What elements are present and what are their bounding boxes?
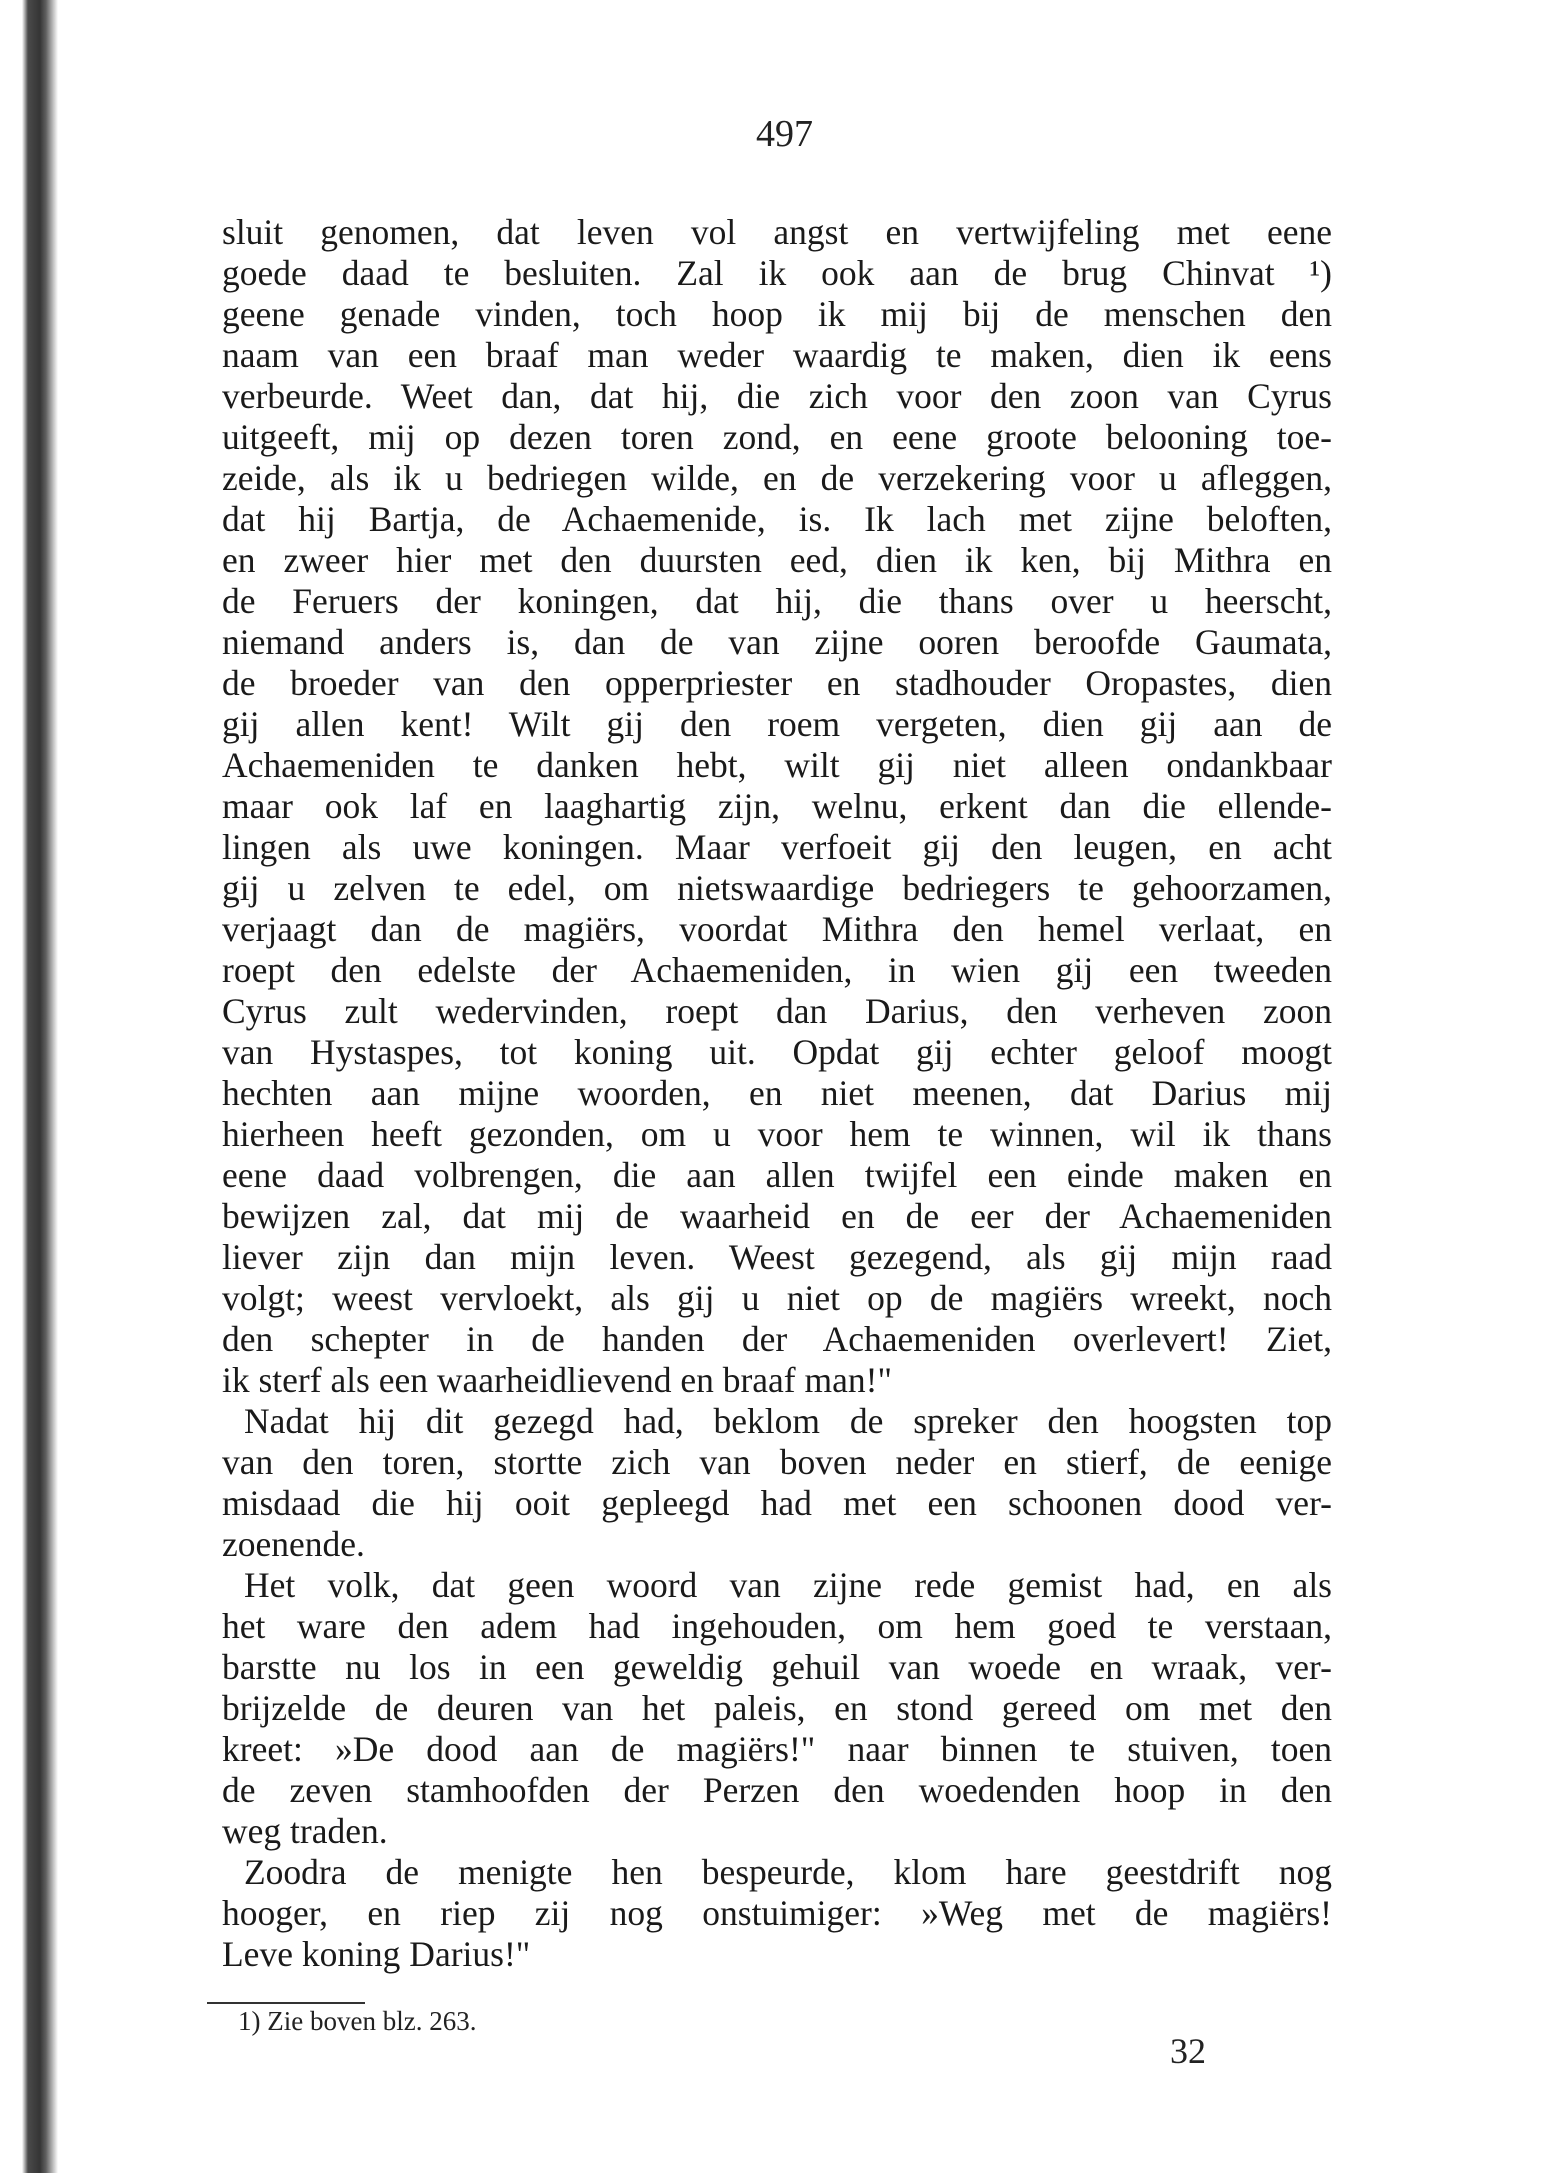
text-line: uitgeeft, mij op dezen toren zond, en eene groote belooning toe-: [222, 417, 1332, 457]
text-line: geene genade vinden, toch hoop ik mij bij de menschen den: [222, 294, 1332, 334]
body-text: [222, 212, 1332, 1975]
text-line: eene daad volbrengen, die aan allen twijfel een einde maken en: [222, 1155, 1332, 1195]
text-line: Nadat hij dit gezegd had, beklom de spreker den hoogsten top: [244, 1401, 1332, 1441]
text-line: bewijzen zal, dat mij de waarheid en de eer der Achaemeniden: [222, 1196, 1332, 1236]
text-line: dat hij Bartja, de Achaemenide, is. Ik lach met zijne beloften,: [222, 499, 1332, 539]
text-line: roept den edelste der Achaemeniden, in wien gij een tweeden: [222, 950, 1332, 990]
text-line: gij allen kent! Wilt gij den roem vergeten, dien gij aan de: [222, 704, 1332, 744]
text-line: de broeder van den opperpriester en stadhouder Oropastes, dien: [222, 663, 1332, 703]
page-number: 497: [756, 113, 813, 155]
text-line: het ware den adem had ingehouden, om hem goed te verstaan,: [222, 1606, 1332, 1646]
text-line: verbeurde. Weet dan, dat hij, die zich voor den zoon van Cyrus: [222, 376, 1332, 416]
text-line: volgt; weest vervloekt, als gij u niet op de magiërs wreekt, noch: [222, 1278, 1332, 1318]
text-line: maar ook laf en laaghartig zijn, welnu, erkent dan die ellende-: [222, 786, 1332, 826]
text-line: sluit genomen, dat leven vol angst en vertwijfeling met eene: [222, 212, 1332, 252]
text-line: zoenende.: [222, 1524, 365, 1564]
text-line: misdaad die hij ooit gepleegd had met een schoonen dood ver-: [222, 1483, 1332, 1523]
text-line: van den toren, stortte zich van boven neder en stierf, de eenige: [222, 1442, 1332, 1482]
text-line: lingen als uwe koningen. Maar verfoeit gij den leugen, en acht: [222, 827, 1332, 867]
text-line: hierheen heeft gezonden, om u voor hem te winnen, wil ik thans: [222, 1114, 1332, 1154]
text-line: barstte nu los in een geweldig gehuil van woede en wraak, ver-: [222, 1647, 1332, 1687]
text-line: Zoodra de menigte hen bespeurde, klom hare geestdrift nog: [244, 1852, 1332, 1892]
text-line: den schepter in de handen der Achaemeniden overlevert! Ziet,: [222, 1319, 1332, 1359]
footnote-divider: [207, 2002, 365, 2004]
text-line: weg traden.: [222, 1811, 388, 1851]
text-line: gij u zelven te edel, om nietswaardige bedriegers te gehoorzamen,: [222, 868, 1332, 908]
text-line: Leve koning Darius!": [222, 1934, 531, 1974]
text-line: verjaagt dan de magiërs, voordat Mithra den hemel verlaat, en: [222, 909, 1332, 949]
text-line: niemand anders is, dan de van zijne ooren beroofde Gaumata,: [222, 622, 1332, 662]
text-line: Het volk, dat geen woord van zijne rede gemist had, en als: [244, 1565, 1332, 1605]
book-binding-edge: [0, 0, 60, 2173]
text-line: Achaemeniden te danken hebt, wilt gij niet alleen ondankbaar: [222, 745, 1332, 785]
text-line: ik sterf als een waarheidlievend en braaf man!": [222, 1360, 892, 1400]
text-line: de zeven stamhoofden der Perzen den woedenden hoop in den: [222, 1770, 1332, 1810]
text-line: hooger, en riep zij nog onstuimiger: »Weg met de magiërs!: [222, 1893, 1332, 1933]
footnote: 1) Zie boven blz. 263.: [238, 2006, 477, 2036]
text-line: goede daad te besluiten. Zal ik ook aan de brug Chinvat ¹): [222, 253, 1332, 293]
text-line: liever zijn dan mijn leven. Weest gezegend, als gij mijn raad: [222, 1237, 1332, 1277]
text-line: brijzelde de deuren van het paleis, en stond gereed om met den: [222, 1688, 1332, 1728]
text-line: zeide, als ik u bedriegen wilde, en de verzekering voor u afleggen,: [222, 458, 1332, 498]
text-line: hechten aan mijne woorden, en niet meenen, dat Darius mij: [222, 1073, 1332, 1113]
text-line: en zweer hier met den duursten eed, dien ik ken, bij Mithra en: [222, 540, 1332, 580]
signature-mark: 32: [1170, 2031, 1206, 2071]
text-line: Cyrus zult wedervinden, roept dan Darius, den verheven zoon: [222, 991, 1332, 1031]
text-line: de Feruers der koningen, dat hij, die thans over u heerscht,: [222, 581, 1332, 621]
text-line: naam van een braaf man weder waardig te maken, dien ik eens: [222, 335, 1332, 375]
text-line: kreet: »De dood aan de magiërs!" naar binnen te stuiven, toen: [222, 1729, 1332, 1769]
text-line: van Hystaspes, tot koning uit. Opdat gij echter geloof moogt: [222, 1032, 1332, 1072]
